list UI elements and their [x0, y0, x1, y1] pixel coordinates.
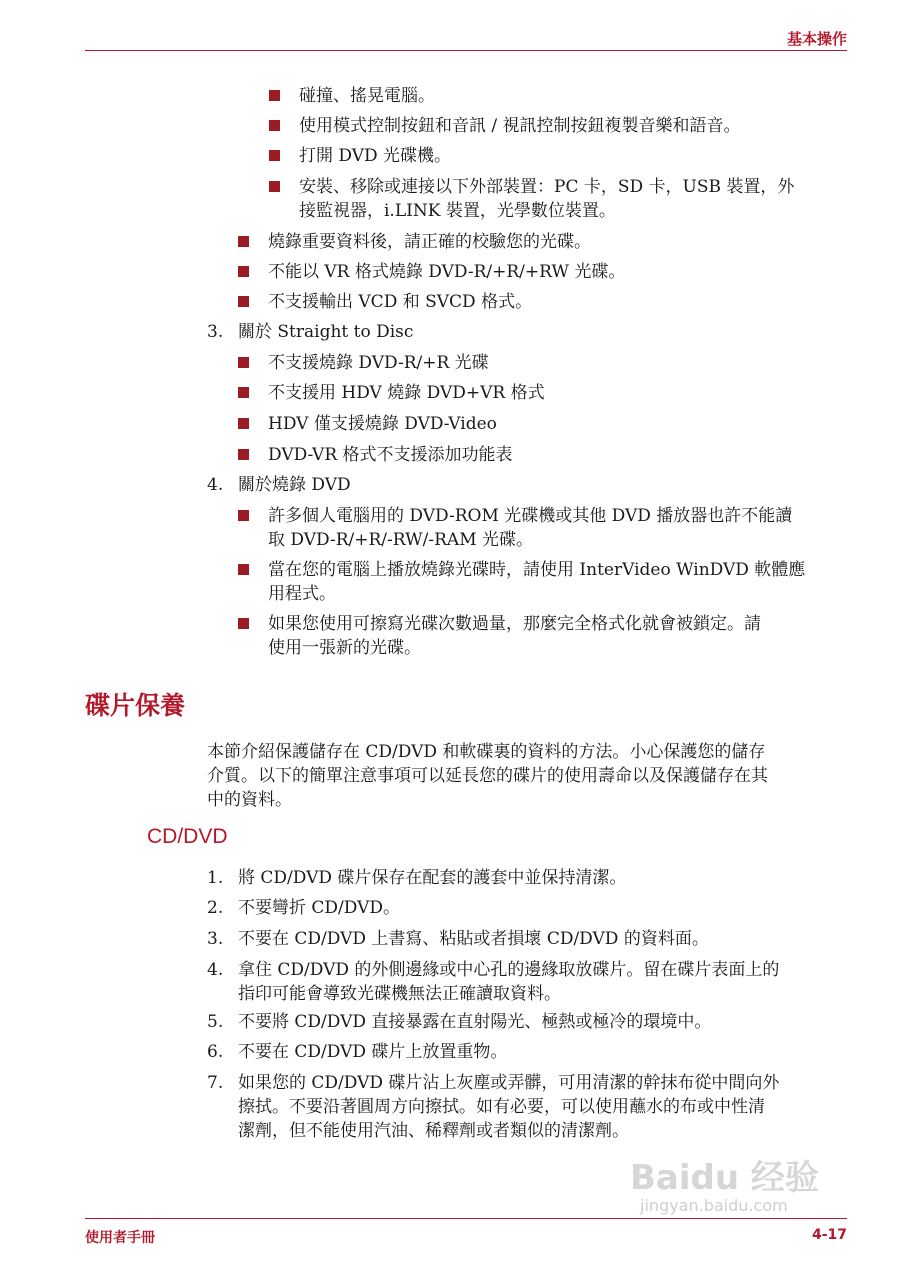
- watermark-url: jingyan.baidu.com: [640, 1196, 788, 1215]
- step-text-continuation: 指印可能會導致光碟機無法正確讀取資料。: [238, 984, 561, 1004]
- step-text-continuation: 擦拭。不要沿著圓周方向擦拭。如有必要，可以使用蘸水的布或中性清: [238, 1097, 765, 1117]
- step-text: 不要彎折 CD/DVD。: [238, 898, 401, 918]
- list-item: 安裝、移除或連接以下外部裝置：PC 卡，SD 卡，USB 裝置，外: [299, 177, 795, 197]
- list-item: 如果您使用可擦寫光碟次數過量，那麼完全格式化就會被鎖定。請: [268, 614, 761, 634]
- step-number: 4.: [207, 960, 224, 980]
- list-item: 燒錄重要資料後，請正確的校驗您的光碟。: [268, 232, 591, 252]
- step-number: 7.: [207, 1073, 224, 1093]
- page-number: 4-17: [811, 1227, 847, 1243]
- list-item: 不支援輸出 VCD 和 SVCD 格式。: [268, 292, 533, 312]
- step-number: 5.: [207, 1012, 224, 1032]
- list-item: 不支援燒錄 DVD-R/+R 光碟: [268, 353, 489, 373]
- step-text: 如果您的 CD/DVD 碟片沾上灰塵或弄髒，可用清潔的幹抹布從中間向外: [238, 1073, 780, 1093]
- footer-divider: [85, 1218, 847, 1219]
- step-number: 3.: [207, 929, 224, 949]
- item-number: 4.: [207, 475, 224, 495]
- paragraph-line: 中的資料。: [207, 790, 292, 810]
- step-number: 1.: [207, 868, 224, 888]
- step-text: 不要在 CD/DVD 碟片上放置重物。: [238, 1042, 508, 1062]
- header-title: 基本操作: [786, 30, 847, 48]
- list-item: 當在您的電腦上播放燒錄光碟時，請使用 InterVideo WinDVD 軟體應: [268, 560, 806, 580]
- list-item: 碰撞、搖晃電腦。: [299, 86, 435, 106]
- item-title: 關於 Straight to Disc: [238, 322, 414, 342]
- list-item: 許多個人電腦用的 DVD-ROM 光碟機或其他 DVD 播放器也許不能讀: [268, 506, 793, 526]
- item-title: 關於燒錄 DVD: [238, 475, 351, 495]
- paragraph-line: 本節介紹保護儲存在 CD/DVD 和軟碟裏的資料的方法。小心保護您的儲存: [207, 742, 766, 762]
- item-number: 3.: [207, 322, 224, 342]
- section-title: 碟片保養: [85, 691, 186, 720]
- step-text: 不要將 CD/DVD 直接暴露在直射陽光、極熱或極冷的環境中。: [238, 1012, 712, 1032]
- list-item-continuation: 用程式。: [268, 584, 336, 604]
- page-header: [85, 22, 847, 51]
- list-item: 打開 DVD 光碟機。: [299, 146, 452, 166]
- step-number: 2.: [207, 898, 224, 918]
- footer-title: 使用者手冊: [85, 1230, 155, 1246]
- watermark-logo: Baidu 经验: [630, 1158, 819, 1198]
- step-text-continuation: 潔劑，但不能使用汽油、稀釋劑或者類似的清潔劑。: [238, 1121, 629, 1141]
- step-number: 6.: [207, 1042, 224, 1062]
- list-item-continuation: 接監視器，i.LINK 裝置，光學數位裝置。: [299, 201, 616, 221]
- list-item-continuation: 取 DVD-R/+R/-RW/-RAM 光碟。: [268, 530, 534, 550]
- list-item: 不支援用 HDV 燒錄 DVD+VR 格式: [268, 383, 545, 403]
- subsection-title: CD/DVD: [147, 825, 228, 848]
- paragraph-line: 介質。以下的簡單注意事項可以延長您的碟片的使用壽命以及保護儲存在其: [207, 766, 768, 786]
- list-item: DVD-VR 格式不支援添加功能表: [268, 445, 513, 465]
- list-item-continuation: 使用一張新的光碟。: [268, 638, 421, 658]
- step-text: 拿住 CD/DVD 的外側邊緣或中心孔的邊緣取放碟片。留在碟片表面上的: [238, 960, 780, 980]
- step-text: 不要在 CD/DVD 上書寫、粘貼或者損壞 CD/DVD 的資料面。: [238, 929, 709, 949]
- list-item: 使用模式控制按鈕和音訊 / 視訊控制按鈕複製音樂和語音。: [299, 116, 741, 136]
- list-item: 不能以 VR 格式燒錄 DVD-R/+R/+RW 光碟。: [268, 262, 626, 282]
- step-text: 將 CD/DVD 碟片保存在配套的護套中並保持清潔。: [238, 868, 627, 888]
- list-item: HDV 僅支援燒錄 DVD-Video: [268, 414, 497, 434]
